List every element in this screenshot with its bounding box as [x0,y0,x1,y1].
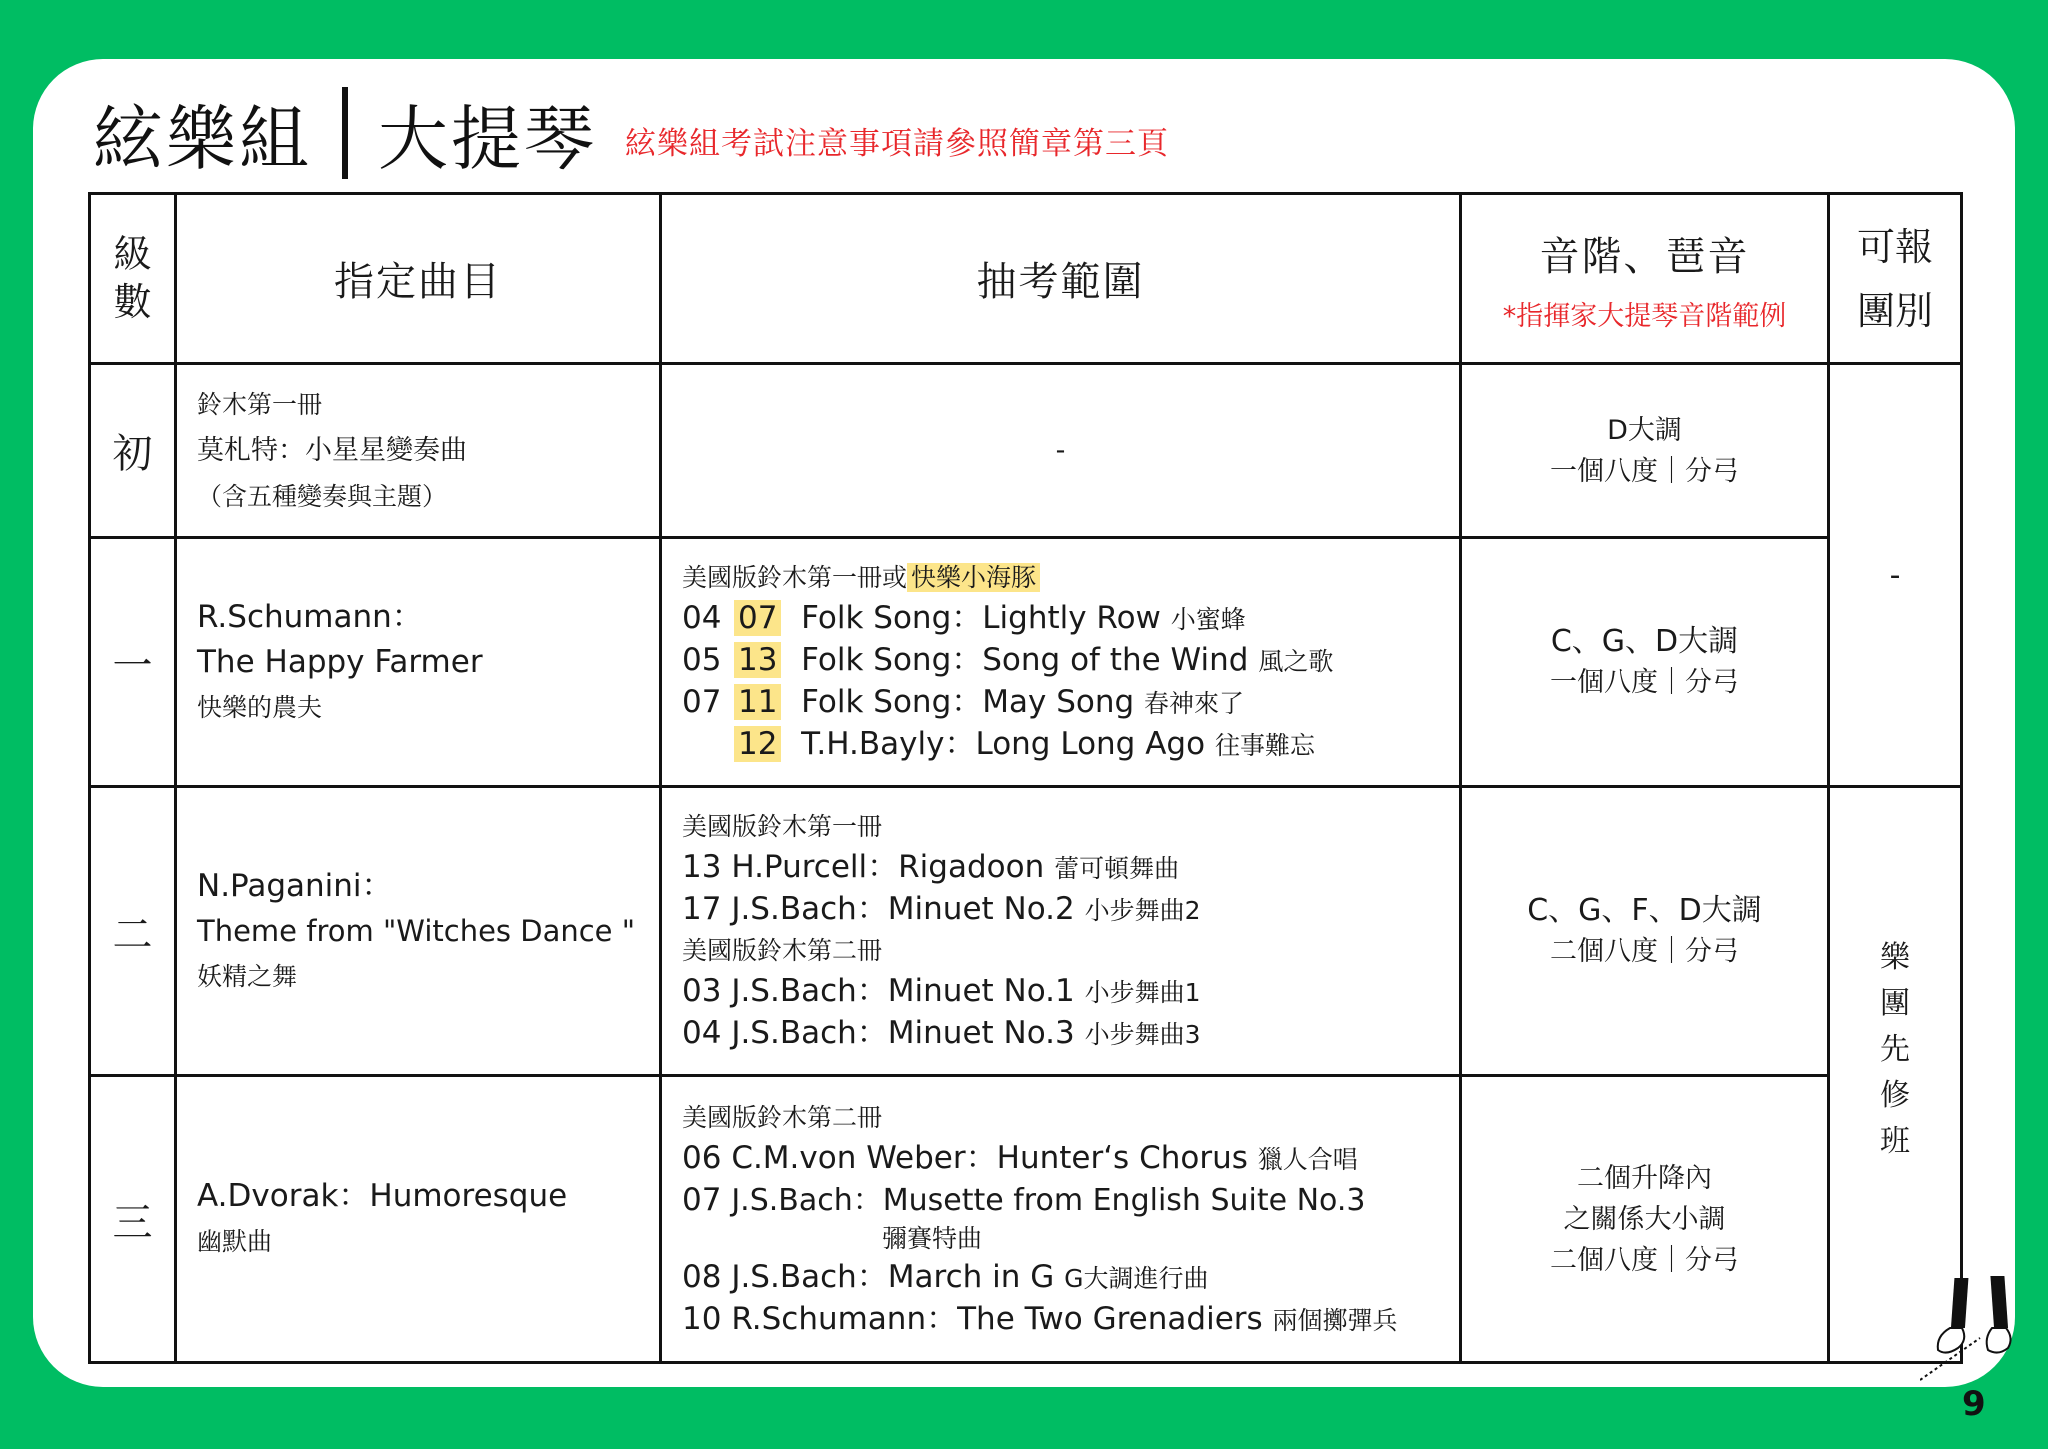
book-name-highlight: 快樂小海豚 [907,563,1040,592]
range-item [682,889,1459,931]
book-label: 美國版鈴木第二冊 [682,936,883,965]
range-cell [661,787,1461,1076]
track-number: 08 [682,1258,722,1295]
syllabus-table [88,192,1963,1364]
range-item [682,640,1459,682]
scale-cell [1461,364,1829,538]
scale-octaves: 一個八度｜分弓 [1550,455,1739,487]
header-pieces: 指定曲目 [176,194,661,364]
table-row [90,538,1962,787]
range-item [682,847,1459,889]
track-number: 17 [682,891,722,927]
book-name: 美國版鈴木第一冊或 [682,563,908,592]
range-item [682,1257,1459,1299]
piece-title-zh: 幽默曲 [197,1227,273,1256]
team-name [1830,935,1960,1165]
track-number: 07 [682,1181,722,1218]
table-row [90,787,1962,1076]
level-cell: 一 [90,538,176,787]
scale-keys: C、G、D大調 [1550,624,1739,659]
track-number: 03 [682,973,722,1009]
alt-track-number: 13 [734,642,781,678]
range-title: T.H.Bayly：Long Long Ago [801,726,1206,762]
piece-line: 鈴木第一冊 [197,389,323,419]
track-number: 07 [682,684,722,720]
range-item [682,1138,1459,1180]
range-title: J.S.Bach：Minuet No.1 [731,973,1075,1009]
range-title: Folk Song：May Song [801,684,1135,720]
piece-title: Theme from "Witches Dance " [197,913,636,948]
title-divider [342,87,348,179]
range-title: J.S.Bach：Minuet No.3 [731,1015,1075,1051]
piece-line: （含五種變奏與主題） [197,481,448,511]
book-label: 美國版鈴木第二冊 [682,1102,883,1132]
piece-composer: N.Paganini： [197,867,393,904]
scale-cell [1461,1076,1829,1363]
piece-composer: R.Schumann： [197,598,423,635]
track-number: 13 [682,849,722,885]
scale-keys-relation: 之關係大小調 [1563,1203,1726,1235]
header-scales-label: 音階、琶音 [1539,233,1750,280]
title-instrument: 大提琴 [378,97,597,180]
range-title: Folk Song：Song of the Wind [801,642,1249,678]
piece-title: A.Dvorak：Humoresque [197,1178,568,1214]
range-title-zh: 小步舞曲1 [1084,978,1201,1007]
piece-cell [176,1076,661,1363]
range-title-zh: 風之歌 [1258,647,1334,676]
range-title-zh: 兩個擲彈兵 [1272,1305,1398,1335]
table-row [90,364,1962,538]
header-range: 抽考範圍 [661,194,1461,364]
range-title-zh: 小蜜蜂 [1170,605,1246,634]
range-item [682,1180,1459,1221]
track-number: 06 [682,1139,722,1176]
piece-title: The Happy Farmer [197,643,483,680]
header-level [90,194,176,364]
range-title: Folk Song：Lightly Row [801,600,1161,636]
exam-note: 絃樂組考試注意事項請參照簡章第三頁 [625,125,1169,162]
piece-cell [176,538,661,787]
level-cell: 初 [90,364,176,538]
team-name-char: 先 [1880,1031,1910,1067]
header-team-label: 可報 團別 [1856,224,1933,333]
range-cell: - [661,364,1461,538]
header-scales [1461,194,1829,364]
table-header-row [90,194,1962,364]
page-number: 9 [1962,1384,1986,1424]
book-label [682,558,1459,598]
scale-keys: C、G、F、D大調 [1527,893,1762,928]
range-title-zh: 蕾可頓舞曲 [1054,854,1180,883]
range-title: R.Schumann：The Two Grenadiers [731,1300,1263,1337]
piece-cell [176,364,661,538]
header-level-label: 級 數 [113,232,152,324]
scale-keys: D大調 [1607,414,1682,446]
range-title-zh: G大調進行曲 [1064,1263,1209,1293]
range-title: J.S.Bach：Musette from English Suite No.3 [731,1182,1366,1218]
track-number: 04 [682,600,722,636]
range-title-zh: 春神來了 [1144,689,1245,718]
track-number: 04 [682,1015,722,1051]
range-cell [661,538,1461,787]
scales-example-link[interactable]: *指揮家大提琴音階範例 [1502,300,1787,332]
range-title-zh: 往事難忘 [1214,731,1315,760]
alt-track-number: 12 [734,726,781,762]
scale-octaves: 二個八度｜分弓 [1550,936,1739,967]
track-number: 10 [682,1300,722,1337]
range-title: J.S.Bach：March in G [731,1258,1055,1295]
range-title: J.S.Bach：Minuet No.2 [731,891,1075,927]
range-title-zh: 彌賽特曲 [882,1223,983,1253]
scale-cell [1461,538,1829,787]
range-item [682,682,1459,724]
scale-octaves: 一個八度｜分弓 [1550,667,1739,698]
range-item [682,971,1459,1013]
range-title-zh: 小步舞曲3 [1084,1020,1201,1049]
range-cell [661,1076,1461,1363]
range-title-zh: 獵人合唱 [1257,1144,1358,1174]
level-cell: 三 [90,1076,176,1363]
range-item [682,598,1459,640]
team-name-char: 樂 [1880,939,1910,975]
page-title [93,78,1169,188]
book-label: 美國版鈴木第一冊 [682,812,883,841]
range-title: H.Purcell：Rigadoon [731,849,1045,885]
alt-track-number: 07 [734,600,781,636]
track-number: 05 [682,642,722,678]
scale-keys: 二個升降內 [1577,1162,1712,1194]
range-item [682,1013,1459,1055]
range-item [682,1299,1459,1341]
alt-track-number: 11 [734,684,781,720]
title-section: 絃樂組 [93,97,312,180]
scale-octaves: 二個八度｜分弓 [1550,1244,1739,1276]
level-cell: 二 [90,787,176,1076]
range-title: C.M.von Weber：Hunter‘s Chorus [731,1139,1248,1176]
team-cell: - [1829,364,1962,787]
range-item [682,724,1459,766]
piece-cell [176,787,661,1076]
piece-title-zh: 妖精之舞 [197,961,298,991]
team-name-char: 團 [1880,985,1910,1021]
team-name-char: 修 [1880,1077,1910,1113]
cellist-hands-illustration [1920,1270,2030,1390]
piece-title-zh: 快樂的農夫 [197,692,323,722]
range-title-zh: 小步舞曲2 [1084,896,1201,925]
piece-line: 莫札特：小星星變奏曲 [197,434,467,466]
table-row [90,1076,1962,1363]
team-name-char: 班 [1880,1123,1910,1159]
header-team [1829,194,1962,364]
scale-cell [1461,787,1829,1076]
